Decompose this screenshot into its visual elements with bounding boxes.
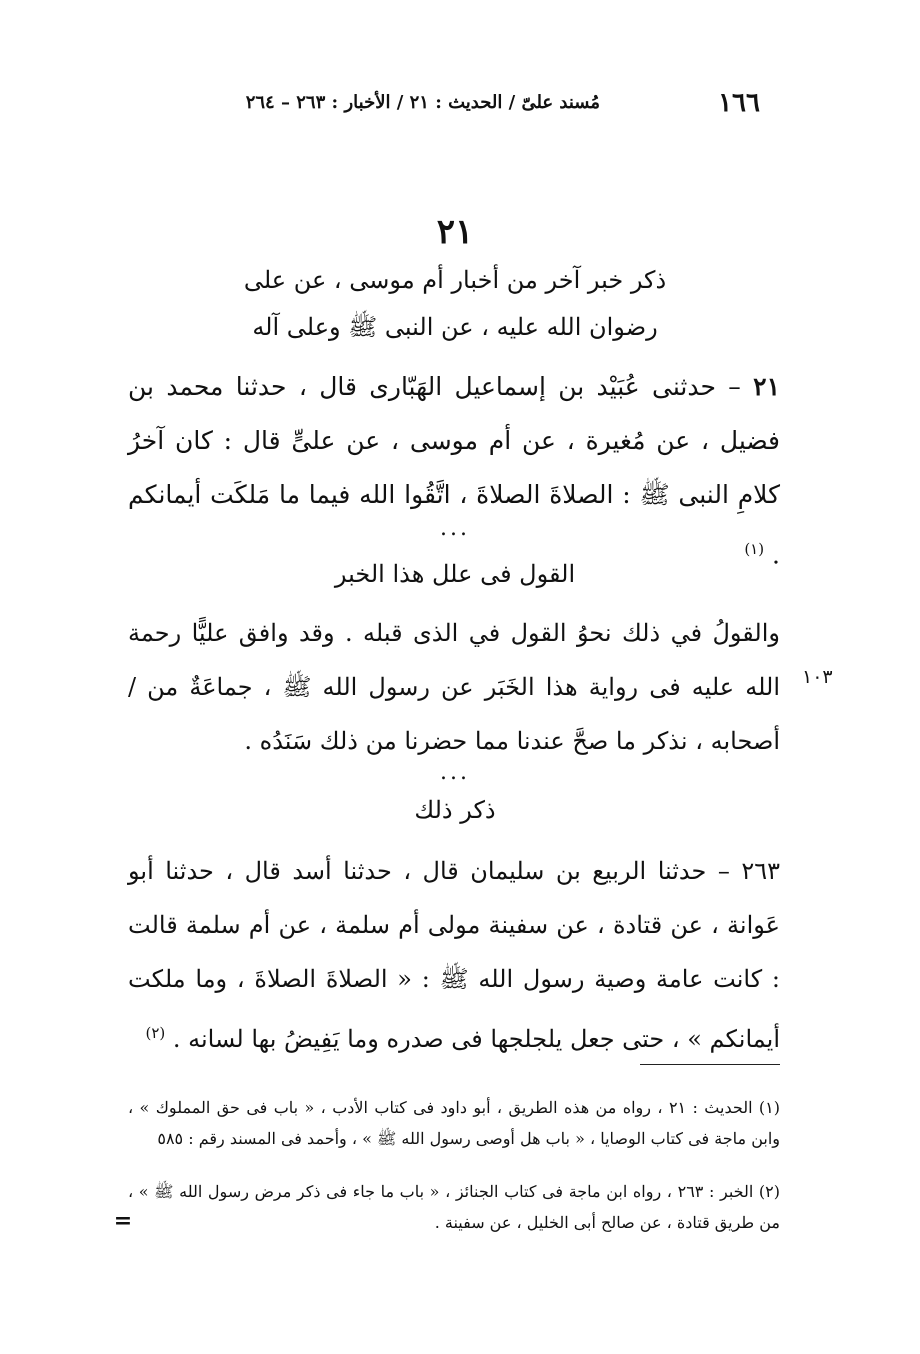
section-heading-line2: رضوان الله عليه ، عن النبى ﷺ وعلى آله: [252, 313, 658, 341]
hadith-text: – حدثنى عُبَيْد بن إسماعيل الهَبّارى قال ، حدثنا محمد بن فضيل ، عن مُغيرة ، عن أم موسى ، عن علىٍّ قال : كان آخرُ كلامِ النبى ﷺ : الصلاةَ الصلاةَ ، اتَّقُوا الله فيما ما مَلكَت أيمانكم .: [128, 372, 780, 570]
mention-paragraph: [128, 844, 780, 1066]
separator-dots-1: ...: [440, 516, 470, 541]
commentary-paragraph: والقولُ في ذلك نحوُ القول في الذى قبله . وقد وافق عليًّا رحمة الله عليه فى رواية هذا الخَبَر عن رسول الله ﷺ ، جماعَةٌ من / أصحابه ، نذكر ما صحَّ عندنا مما حضرنا من ذلك سَنَدُه .: [128, 619, 780, 755]
footnote-ref-2: (٢): [145, 1024, 166, 1042]
hadith-paragraph: [128, 360, 780, 582]
separator-dots-2: ...: [440, 760, 470, 785]
footnote-divider: [640, 1064, 780, 1065]
section-heading-line1: ذكر خبر آخر من أخبار أم موسى ، عن على: [243, 266, 667, 294]
margin-number: ١٠٣: [802, 666, 833, 688]
footnote-ref-1: (١): [744, 540, 765, 558]
footnote-2: (٢) الخبر : ٢٦٣ ، رواه ابن ماجة فى كتاب الجنائز ، « باب ما جاء فى ذكر مرض رسول الله ﷺ » ، من طريق قتادة ، عن صالح أبى الخليل ، عن سفينة .: [128, 1182, 780, 1232]
footnote-1: (١) الحديث : ٢١ ، رواه من هذه الطريق ، أبو داود فى كتاب الأدب ، « باب فى حق المملوك » ، وابن ماجة فى كتاب الوصايا ، « باب هل أوصى رسول الله ﷺ » ، وأحمد فى المسند رقم : ٥٨٥: [128, 1098, 780, 1148]
page-number: ١٦٦: [718, 88, 760, 118]
mention-title: ذكر ذلك: [414, 796, 496, 824]
running-title: مُسند علىّ / الحديث : ٢١ / الأخبار : ٢٦٣ – ٢٦٤: [245, 92, 600, 113]
continuation-mark: =: [113, 1208, 133, 1234]
mention-text: ٢٦٣ – حدثنا الربيع بن سليمان قال ، حدثنا أسد قال ، حدثنا أبو عَوانة ، عن قتادة ، عن سفينة مولى أم سلمة ، عن أم سلمة قالت : كانت عامة وصية رسول الله ﷺ : « الصلاةَ الصلاةَ ، وما ملكت أيمانكم » ، حتى جعل يلجلجها فى صدره وما يَفِيضُ بها لسانه .: [128, 857, 780, 1053]
section-number: ٢١: [436, 212, 474, 252]
commentary-title: القول فى علل هذا الخبر: [334, 560, 576, 588]
hadith-number: ٢١: [753, 372, 780, 401]
